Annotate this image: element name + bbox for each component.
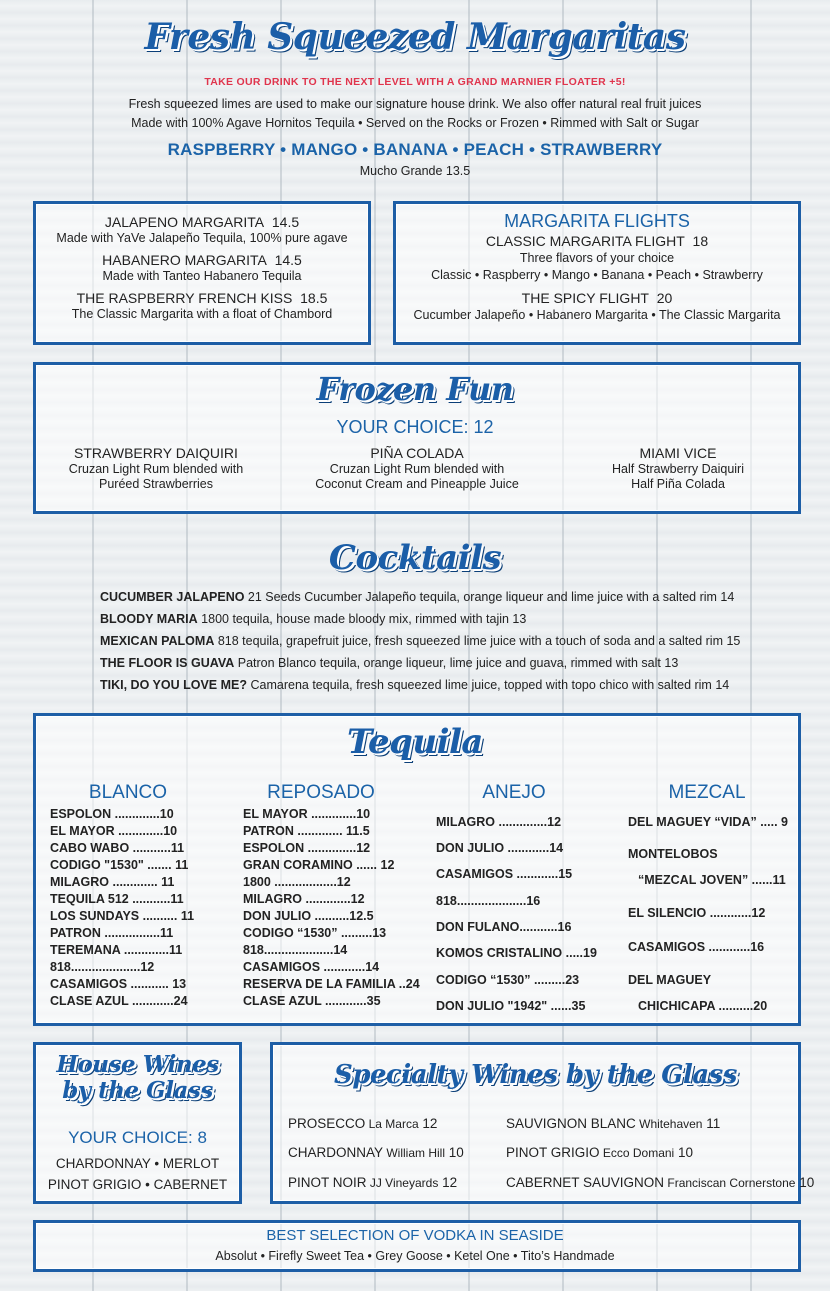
anejo-heading: ANEJO	[482, 782, 546, 803]
tequila-row: 818....................12	[50, 960, 155, 974]
item-name: MIAMI VICE	[639, 445, 717, 461]
item-desc: Cruzan Light Rum blended with	[68, 462, 244, 476]
frozen-choice-price: YOUR CHOICE: 12	[336, 417, 494, 437]
vodka-list: Absolut • Firefly Sweet Tea • Grey Goose • Ketel One • Tito’s Handmade	[215, 1249, 615, 1263]
reposado-heading: REPOSADO	[267, 782, 375, 803]
tequila-row: CHICHICAPA ..........20	[638, 999, 768, 1013]
tequila-row: CABO WABO ...........11	[50, 841, 185, 855]
item-desc: 1800 tequila, house made bloody mix, rimmed with tajin 13	[197, 612, 527, 626]
item-name: STRAWBERRY DAIQUIRI	[74, 445, 238, 461]
wine-price: 12	[438, 1175, 458, 1190]
wine-name: SAUVIGNON BLANC	[506, 1116, 636, 1131]
classic-flight-price: 18	[692, 233, 709, 249]
wine-name: CABERNET SAUVIGNON	[506, 1175, 665, 1190]
wine-name: PINOT GRIGIO	[506, 1145, 600, 1160]
wine-maker: William Hill	[383, 1146, 446, 1160]
item-desc: Half Piña Colada	[631, 477, 725, 491]
wine-item	[506, 1116, 720, 1131]
item-desc: The Classic Margarita with a float of Chambord	[71, 307, 333, 321]
cocktail-item	[100, 612, 526, 626]
tequila-row: PATRON ................11	[50, 926, 174, 940]
tequila-row: RESERVA DE LA FAMILIA ..24	[243, 977, 420, 991]
item-name: TIKI, DO YOU LOVE ME?	[100, 678, 248, 692]
tequila-row: CASAMIGOS ........... 13	[50, 977, 187, 991]
wine-item	[288, 1175, 457, 1190]
special-item	[36, 290, 368, 321]
tequila-row: KOMOS CRISTALINO .....19	[436, 946, 597, 960]
tequila-row: EL MAYOR .............10	[243, 807, 371, 821]
cocktail-item	[100, 678, 729, 692]
tequila-row: DON JULIO ............14	[436, 841, 564, 855]
flights-title: MARGARITA FLIGHTS	[504, 211, 690, 231]
tequila-row: CASAMIGOS ............14	[243, 960, 380, 974]
special-item	[36, 252, 368, 283]
item-desc: 818 tequila, grapefruit juice, fresh squeezed lime juice with a touch of soda and a salted rim 15	[214, 634, 741, 648]
specialty-margaritas-box	[33, 201, 371, 345]
classic-flight-desc: Three flavors of your choice	[519, 251, 675, 265]
item-name: MEXICAN PALOMA	[100, 634, 215, 648]
item-desc: Cruzan Light Rum blended with	[329, 462, 505, 476]
tequila-row: ESPOLON ..............12	[243, 841, 371, 855]
frozen-fun-title: Frozen Fun	[316, 370, 514, 408]
spicy-flight-price: 20	[656, 290, 673, 306]
tequila-row: CODIGO "1530" ....... 11	[50, 858, 189, 872]
item-desc: Patron Blanco tequila, orange liqueur, lime juice and guava, rimmed with salt 13	[234, 656, 679, 670]
house-wines-title-line1: House Wines	[56, 1051, 219, 1078]
wine-maker: Whitehaven	[635, 1117, 703, 1131]
tequila-row: 818....................16	[436, 894, 541, 908]
classic-flight-flavors: Classic • Raspberry • Mango • Banana • Peach • Strawberry	[431, 268, 763, 282]
mezcal-heading: MEZCAL	[668, 782, 746, 803]
house-wines-title	[33, 1052, 242, 1104]
tequila-row: DON JULIO ..........12.5	[243, 909, 374, 923]
wine-name: PINOT NOIR	[288, 1175, 367, 1190]
margarita-flights-box	[393, 201, 801, 345]
tequila-title: Tequila	[347, 722, 483, 762]
item-price: 14.5	[274, 252, 302, 268]
special-item	[36, 214, 368, 245]
margaritas-title: Fresh Squeezed Margaritas	[144, 16, 686, 58]
tequila-row: CODIGO “1530” .........23	[436, 973, 580, 987]
tequila-row: 818....................14	[243, 943, 348, 957]
spicy-flight-name: THE SPICY FLIGHT	[521, 290, 649, 306]
item-desc: Coconut Cream and Pineapple Juice	[315, 477, 519, 491]
tequila-row: DEL MAGUEY “VIDA” ..... 9	[628, 815, 788, 829]
tequila-row: DON JULIO "1942" ......35	[436, 999, 586, 1013]
item-desc: Made with YaVe Jalapeño Tequila, 100% pure agave	[56, 231, 348, 245]
tequila-row: DEL MAGUEY	[628, 973, 712, 987]
tequila-row: 1800 ..................12	[243, 875, 351, 889]
specialty-wines-title: Specialty Wines by the Glass	[334, 1060, 737, 1090]
item-name: JALAPENO MARGARITA	[104, 214, 265, 230]
tequila-row: TEQUILA 512 ...........11	[50, 892, 184, 906]
tequila-row: TEREMANA .............11	[50, 943, 183, 957]
item-desc: Camarena tequila, fresh squeezed lime juice, topped with topo chico with salted rim 14	[247, 678, 730, 692]
tequila-row: CLASE AZUL ............24	[50, 994, 188, 1008]
wine-maker: Franciscan Cornerstone	[664, 1176, 796, 1190]
wine-item	[288, 1145, 464, 1160]
wine-item	[506, 1145, 693, 1160]
wine-price: 10	[674, 1145, 693, 1160]
classic-flight-name: CLASSIC MARGARITA FLIGHT	[485, 233, 685, 249]
wine-price: 11	[702, 1116, 721, 1131]
cocktails-title: Cocktails	[328, 538, 502, 578]
item-name: CUCUMBER JALAPENO	[100, 590, 245, 604]
wine-maker: Ecco Domani	[599, 1146, 675, 1160]
tequila-row: LOS SUNDAYS .......... 11	[50, 909, 195, 923]
item-name: BLOODY MARIA	[100, 612, 198, 626]
house-wines-choice: YOUR CHOICE: 8	[68, 1128, 207, 1147]
blanco-heading: BLANCO	[88, 782, 168, 803]
wine-price: 10	[445, 1145, 464, 1160]
item-price: 18.5	[300, 290, 328, 306]
wine-name: CHARDONNAY	[288, 1145, 384, 1160]
tequila-row: PATRON ............. 11.5	[243, 824, 370, 838]
cocktail-item	[100, 656, 678, 670]
tequila-row: GRAN CORAMINO ...... 12	[243, 858, 395, 872]
tequila-row: DON FULANO...........16	[436, 920, 572, 934]
vodka-title: BEST SELECTION OF VODKA IN SEASIDE	[266, 1227, 564, 1244]
tequila-row: ESPOLON .............10	[50, 807, 174, 821]
tequila-row: CLASE AZUL ............35	[243, 994, 381, 1008]
item-desc: 21 Seeds Cucumber Jalapeño tequila, orange liqueur and lime juice with a salted rim 14	[244, 590, 735, 604]
wine-name: PROSECCO	[288, 1116, 366, 1131]
tequila-row: CASAMIGOS ............16	[628, 940, 765, 954]
wine-maker: JJ Vineyards	[366, 1176, 439, 1190]
item-name: PIÑA COLADA	[370, 445, 464, 461]
tequila-row: MILAGRO ..............12	[436, 815, 562, 829]
wine-maker: La Marca	[365, 1117, 419, 1131]
cocktail-item	[100, 590, 734, 604]
frozen-item	[578, 445, 778, 491]
tequila-row: “MEZCAL JOVEN” ......11	[638, 873, 786, 887]
tequila-row: MILAGRO .............12	[243, 892, 365, 906]
item-name: HABANERO MARGARITA	[102, 252, 267, 268]
tequila-row: CODIGO “1530” .........13	[243, 926, 387, 940]
cocktail-item	[100, 634, 740, 648]
wine-price: 10	[795, 1175, 815, 1190]
mucho-grande-price: Mucho Grande 13.5	[359, 164, 471, 178]
flavor-list: RASPBERRY • MANGO • BANANA • PEACH • STRAWBERRY	[167, 140, 663, 159]
tequila-row: EL SILENCIO ............12	[628, 906, 766, 920]
house-wines-title-line2: by the Glass	[62, 1077, 213, 1104]
intro-line-1: Fresh squeezed limes are used to make our signature house drink. We also offer natural real fruit juices	[128, 97, 702, 111]
spicy-flight-desc: Cucumber Jalapeño • Habanero Margarita • The Classic Margarita	[413, 308, 781, 322]
frozen-item	[290, 445, 544, 491]
wine-item	[506, 1175, 814, 1190]
intro-line-2: Made with 100% Agave Hornitos Tequila • Served on the Rocks or Frozen • Rimmed with Salt or Sugar	[131, 116, 699, 130]
frozen-item	[45, 445, 267, 491]
item-name: THE RASPBERRY FRENCH KISS	[76, 290, 293, 306]
house-wines-line1: CHARDONNAY • MERLOT	[55, 1156, 220, 1171]
tequila-row: EL MAYOR .............10	[50, 824, 178, 838]
item-desc: Puréed Strawberries	[99, 477, 213, 491]
item-name: THE FLOOR IS GUAVA	[100, 656, 235, 670]
tequila-row: CASAMIGOS ............15	[436, 867, 573, 881]
grand-marnier-promo: TAKE OUR DRINK TO THE NEXT LEVEL WITH A GRAND MARNIER FLOATER +5!	[204, 76, 626, 88]
tequila-row: MILAGRO ............. 11	[50, 875, 175, 889]
tequila-row: MONTELOBOS	[628, 847, 718, 861]
house-wines-line2: PINOT GRIGIO • CABERNET	[47, 1177, 228, 1192]
item-desc: Half Strawberry Daiquiri	[612, 462, 744, 476]
item-desc: Made with Tanteo Habanero Tequila	[102, 269, 302, 283]
wine-item	[288, 1116, 437, 1131]
item-price: 14.5	[271, 214, 300, 230]
wine-price: 12	[418, 1116, 438, 1131]
